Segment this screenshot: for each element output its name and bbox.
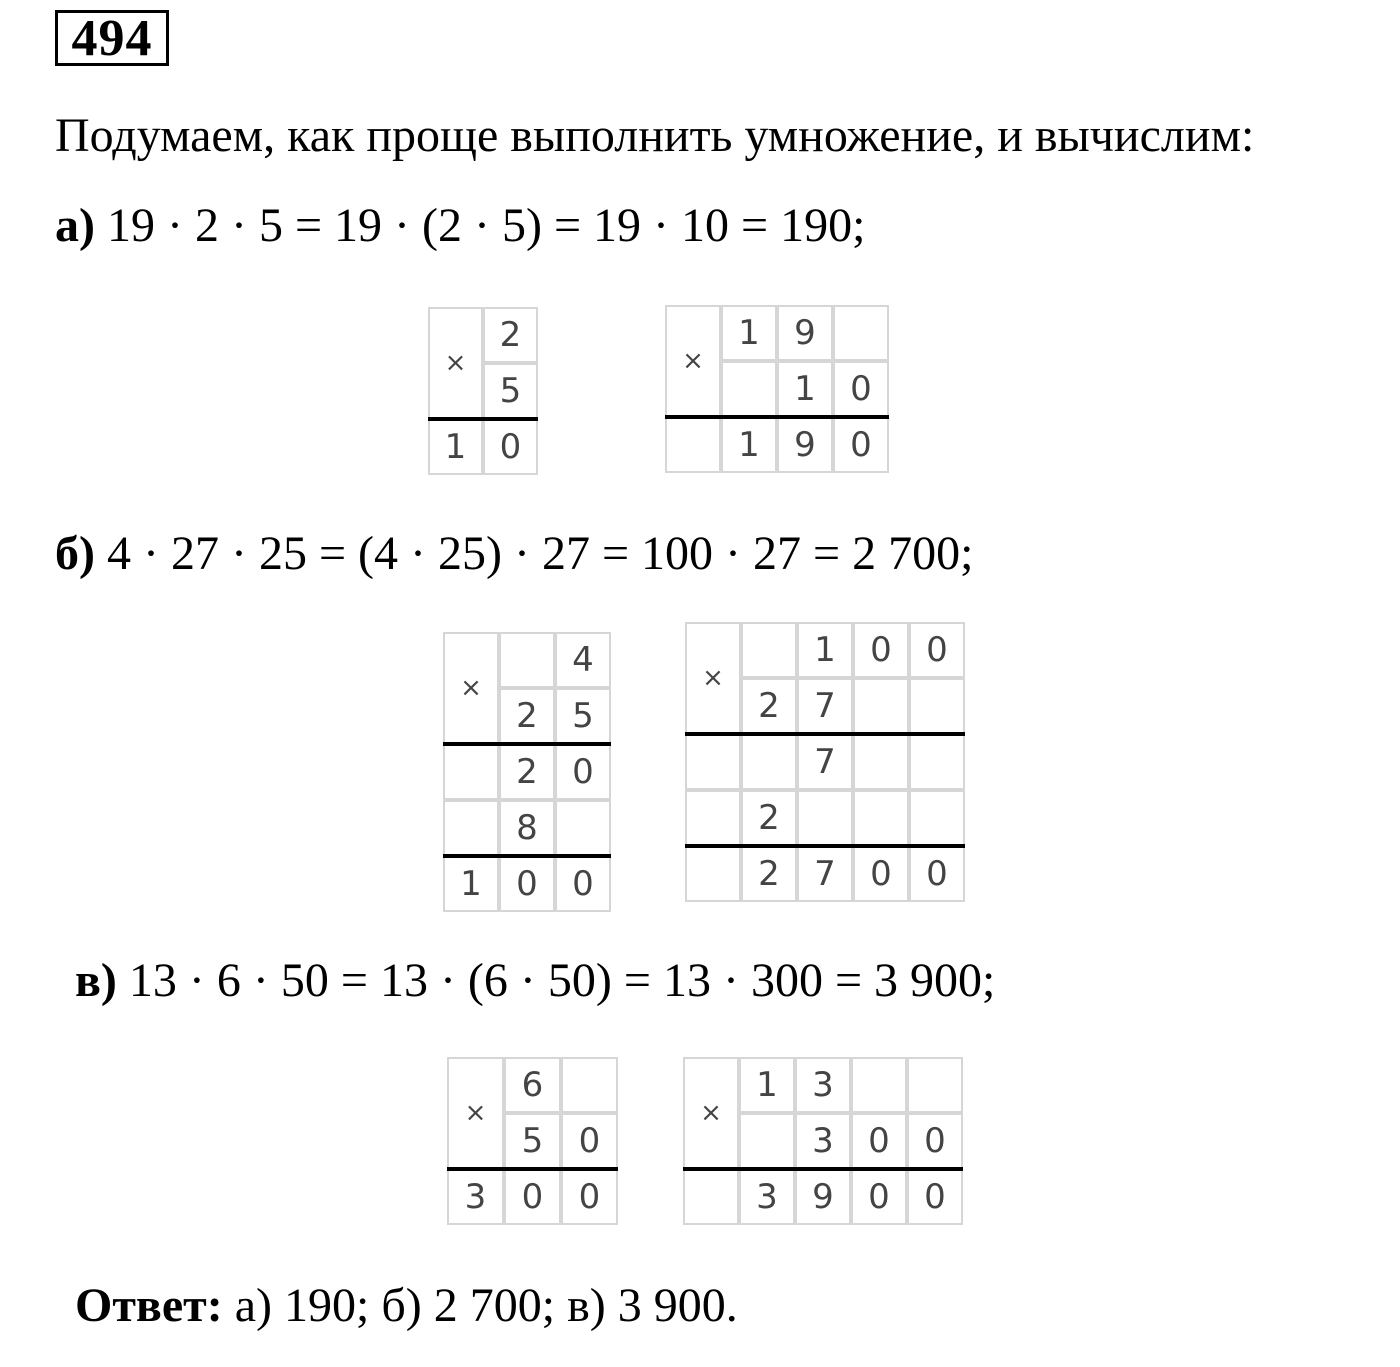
grid-cell: 7 [797,846,853,902]
multiplication-sign: × [428,307,483,419]
grid-cell [721,361,777,417]
grid-cell [741,622,797,678]
grid-cell: 1 [739,1057,795,1113]
part-c-label: в) [75,954,117,1007]
grid-cell: 0 [833,361,889,417]
grid-cell [739,1113,795,1169]
multiplication-sign: × [447,1057,504,1169]
result-line [443,742,611,746]
grid-cell: 1 [721,305,777,361]
grid-cell: 0 [555,856,611,912]
part-a [55,198,865,254]
grid-cell: 1 [428,419,483,475]
answer-label: Ответ: [75,1279,223,1332]
grid-cell [909,678,965,734]
multiplication-sign: × [665,305,721,417]
result-line [685,844,965,848]
column-multiplication-b-4x25 [443,632,611,912]
grid-cell: 2 [499,744,555,800]
column-multiplication-c-13x300 [683,1057,963,1225]
grid-cell: 0 [833,417,889,473]
grid-cell: 0 [907,1169,963,1225]
grid-cell: 2 [741,678,797,734]
part-a-expression: 19 · 2 · 5 = 19 · (2 · 5) = 19 · 10 = 190; [106,199,866,252]
grid-cell: 7 [797,678,853,734]
grid-cell [853,790,909,846]
part-b-expression: 4 · 27 · 25 = (4 · 25) · 27 = 100 · 27 = 2 700; [106,527,974,580]
result-line [685,732,965,736]
grid-cell: 0 [561,1113,618,1169]
grid-cell: 2 [483,307,538,363]
grid-cell: 0 [499,856,555,912]
part-c-expression: 13 · 6 · 50 = 13 · (6 · 50) = 13 · 300 = 3 900; [128,954,996,1007]
grid-cell: 5 [504,1113,561,1169]
intro-text: Подумаем, как проще выполнить умножение, и вычислим: [55,109,1255,162]
result-line [443,854,611,858]
result-line [683,1167,963,1171]
answer [75,1278,738,1334]
grid-cell [797,790,853,846]
result-line [428,417,538,421]
grid-cell [851,1057,907,1113]
grid-cell: 8 [499,800,555,856]
problem-number: 494 [55,10,169,66]
grid-cell: 0 [504,1169,561,1225]
part-b-label: б) [55,527,95,580]
grid-cell [907,1057,963,1113]
grid-cell: 5 [483,363,538,419]
grid-cell [685,846,741,902]
column-multiplication-c-6x50 [447,1057,618,1225]
grid-cell: 1 [777,361,833,417]
grid-cell [443,800,499,856]
grid-cell: 1 [721,417,777,473]
grid-cell: 5 [555,688,611,744]
grid-cell: 9 [777,417,833,473]
grid-cell: 3 [795,1113,851,1169]
multiplication-sign: × [443,632,499,744]
part-b [55,526,973,582]
grid-cell: 7 [797,734,853,790]
grid-cell: 6 [504,1057,561,1113]
grid-cell [741,734,797,790]
grid-cell [685,790,741,846]
grid-cell: 3 [447,1169,504,1225]
grid-cell [833,305,889,361]
grid-cell [499,632,555,688]
grid-cell: 0 [909,846,965,902]
multiplication-sign: × [685,622,741,734]
grid-cell: 0 [561,1169,618,1225]
result-line [665,415,889,419]
grid-cell [853,678,909,734]
grid-cell: 9 [795,1169,851,1225]
column-multiplication-b-100x27 [685,622,965,902]
part-a-label: а) [55,199,95,252]
grid-cell [685,734,741,790]
grid-cell: 9 [777,305,833,361]
grid-cell: 0 [483,419,538,475]
grid-cell: 0 [555,744,611,800]
grid-cell: 2 [741,790,797,846]
answer-text: а) 190; б) 2 700; в) 3 900. [234,1279,738,1332]
grid-cell: 3 [739,1169,795,1225]
grid-cell [909,790,965,846]
grid-cell [683,1169,739,1225]
grid-cell: 2 [499,688,555,744]
grid-cell: 0 [907,1113,963,1169]
grid-cell: 0 [851,1169,907,1225]
grid-cell: 2 [741,846,797,902]
grid-cell: 4 [555,632,611,688]
multiplication-sign: × [683,1057,739,1169]
grid-cell [665,417,721,473]
grid-cell: 1 [797,622,853,678]
grid-cell [443,744,499,800]
part-c [75,953,995,1009]
grid-cell [561,1057,618,1113]
grid-cell: 0 [853,622,909,678]
grid-cell [555,800,611,856]
column-multiplication-a-19x10 [665,305,889,473]
grid-cell: 1 [443,856,499,912]
grid-cell: 0 [853,846,909,902]
column-multiplication-a-2x5 [428,307,538,475]
grid-cell [909,734,965,790]
grid-cell: 3 [795,1057,851,1113]
result-line [447,1167,618,1171]
grid-cell: 0 [909,622,965,678]
grid-cell: 0 [851,1113,907,1169]
grid-cell [853,734,909,790]
